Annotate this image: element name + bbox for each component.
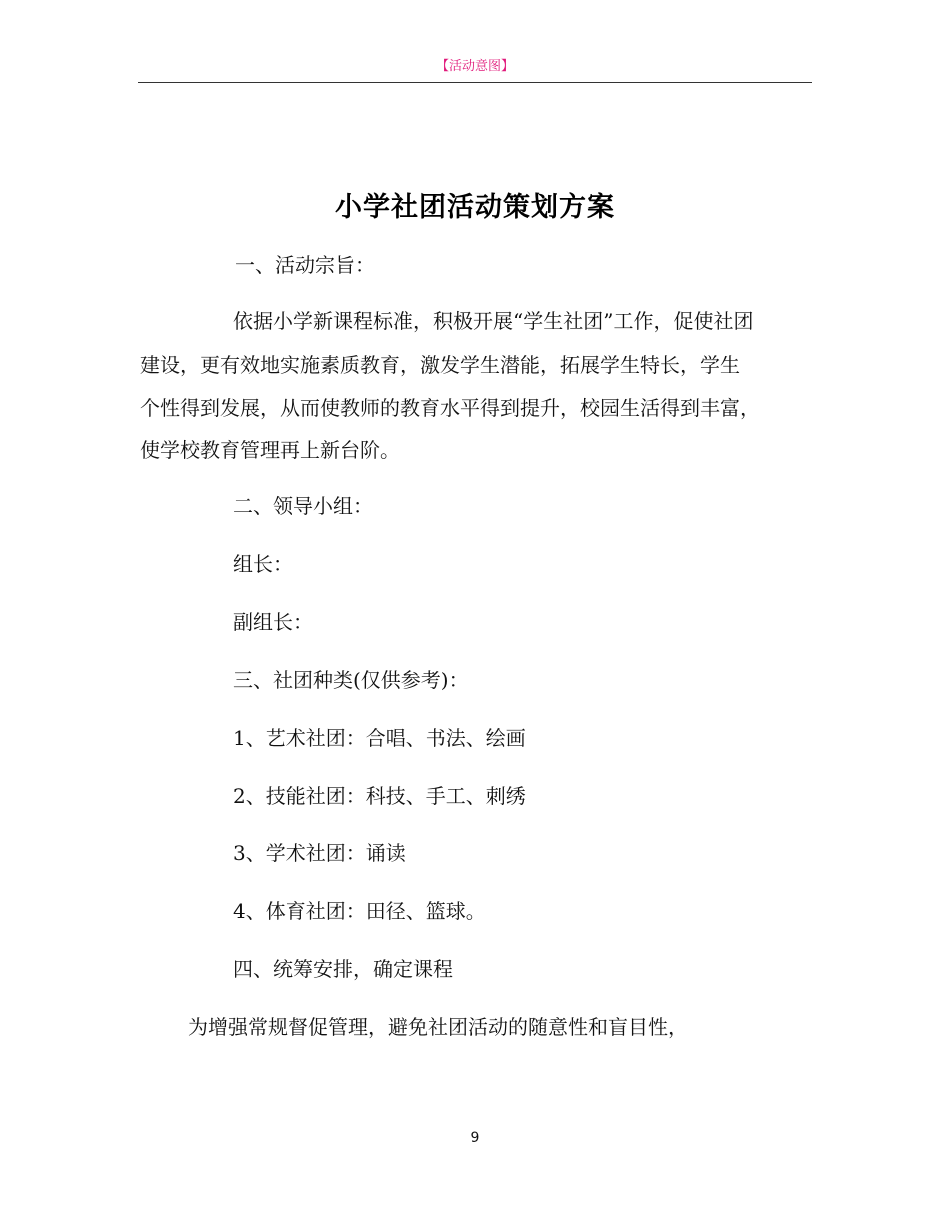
section1-heading: 一、活动宗旨： bbox=[235, 253, 375, 277]
section1-paragraph-line-1: 依据小学新课程标准，积极开展“学生社团”工作，促使社团 bbox=[233, 309, 754, 333]
section2-heading: 二、领导小组： bbox=[233, 494, 373, 518]
section1-paragraph-line-2: 建设，更有效地实施素质教育，激发学生潜能，拓展学生特长，学生 bbox=[140, 353, 740, 377]
section1-paragraph-line-4: 使学校教育管理再上新台阶。 bbox=[140, 438, 400, 462]
section4-heading: 四、统筹安排，确定课程 bbox=[233, 957, 453, 981]
club-item-sports: 4、体育社团：田径、篮球。 bbox=[233, 899, 486, 923]
club-item-academic: 3、学术社团：诵读 bbox=[233, 841, 406, 865]
page-number: 9 bbox=[470, 1130, 480, 1146]
header-divider bbox=[138, 82, 812, 83]
club-item-arts: 1、艺术社团：合唱、书法、绘画 bbox=[233, 726, 526, 750]
leader-label: 组长： bbox=[233, 552, 293, 576]
club-item-skills: 2、技能社团：科技、手工、刺绣 bbox=[233, 784, 526, 808]
section4-paragraph: 为增强常规督促管理，避免社团活动的随意性和盲目性， bbox=[188, 1015, 688, 1039]
document-title: 小学社团活动策划方案 bbox=[335, 192, 615, 223]
section1-paragraph-line-3: 个性得到发展，从而使教师的教育水平得到提升，校园生活得到丰富， bbox=[140, 396, 760, 420]
vice-leader-label: 副组长： bbox=[233, 610, 313, 634]
section3-heading: 三、社团种类(仅供参考)： bbox=[233, 668, 469, 692]
header-tag: 【活动意图】 bbox=[435, 59, 514, 74]
